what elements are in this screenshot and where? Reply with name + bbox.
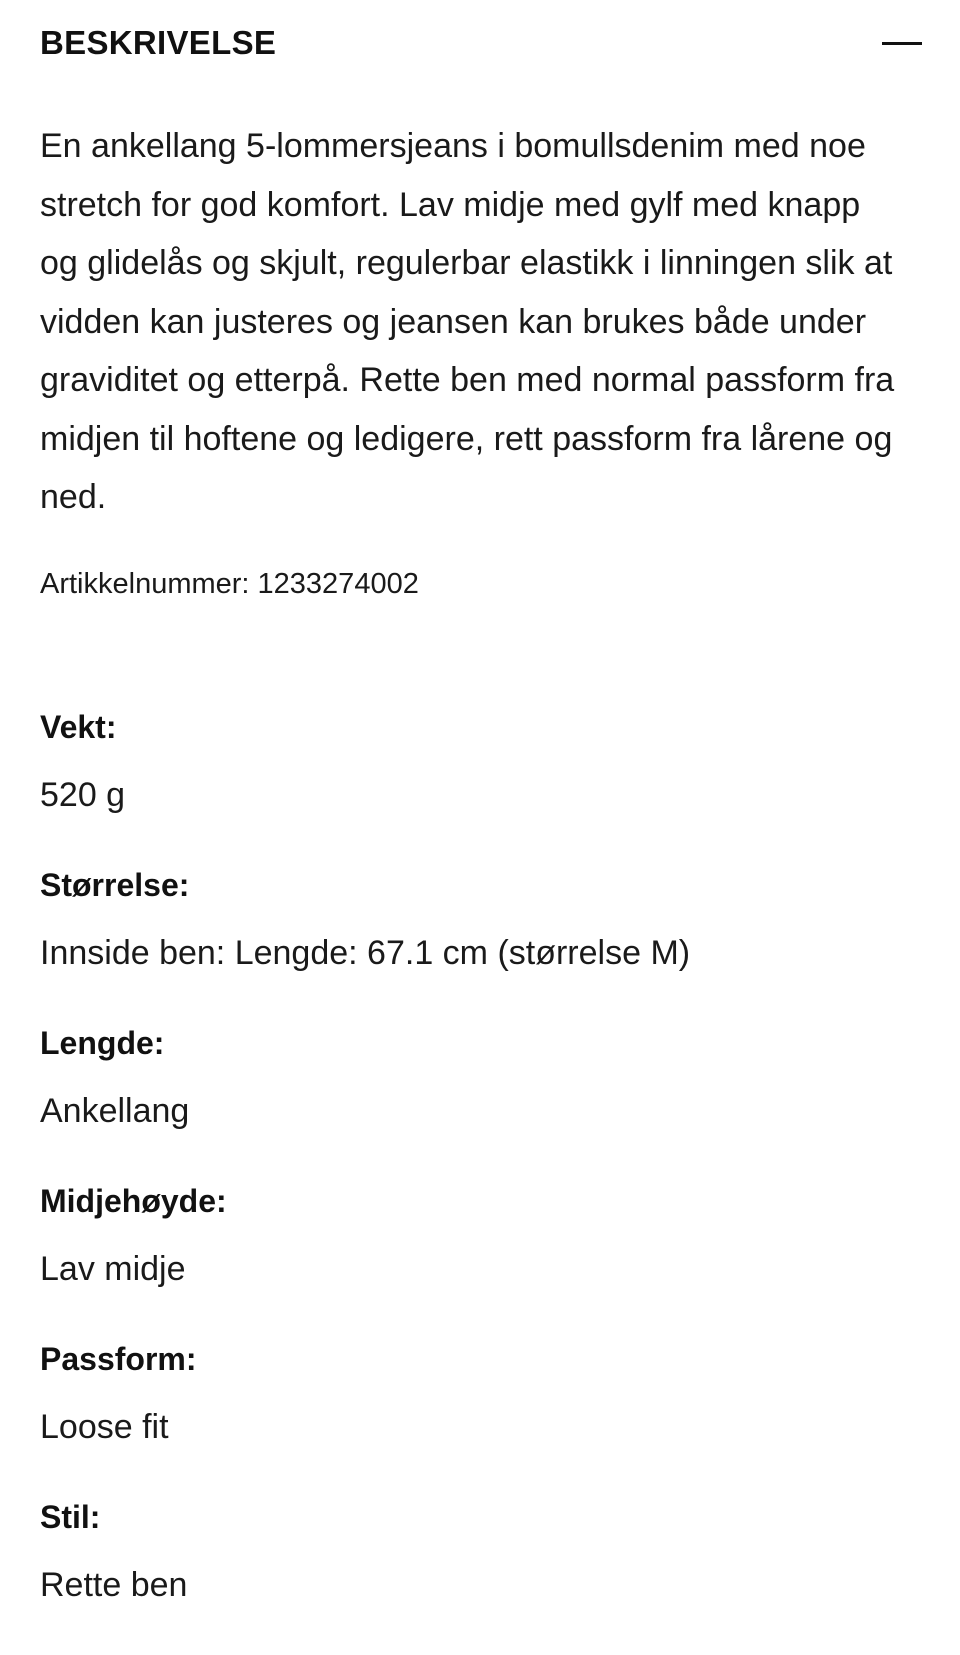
minus-icon-bar	[882, 42, 922, 45]
attribute-value: Loose fit	[40, 1408, 169, 1446]
attribute-value: Ankellang	[40, 1092, 190, 1130]
attribute-label: Passform:	[40, 1341, 197, 1377]
attribute-label: Vekt:	[40, 709, 117, 745]
attribute-style	[40, 1497, 900, 1655]
product-description: En ankellang 5-lommersjeans i bomullsdenim med noe stretch for god komfort. Lav midje med gylf med knapp og glidelås og skjult, regulerbar elastikk i linningen slik at vidden kan justeres og jeansen kan brukes både under graviditet og etterpå. Rette ben med normal passform fra midjen til hoftene og ledigere, rett passform fra lårene og ned.	[40, 127, 895, 516]
product-attributes	[40, 707, 900, 1655]
attribute-length	[40, 1023, 900, 1181]
attribute-waist-height	[40, 1181, 900, 1339]
attribute-label: Midjehøyde:	[40, 1183, 227, 1219]
attribute-value: Lav midje	[40, 1250, 186, 1288]
attribute-label: Stil:	[40, 1499, 101, 1535]
minus-icon[interactable]	[880, 28, 924, 58]
description-accordion-header[interactable]	[40, 0, 920, 86]
attribute-weight	[40, 707, 900, 865]
attribute-label: Lengde:	[40, 1025, 165, 1061]
accordion-title: BESKRIVELSE	[40, 24, 277, 61]
attribute-value: 520 g	[40, 776, 126, 814]
attribute-value: Rette ben	[40, 1566, 188, 1604]
attribute-size	[40, 865, 900, 1023]
article-number: Artikkelnummer: 1233274002	[40, 568, 419, 600]
attribute-value: Innside ben: Lengde: 67.1 cm (størrelse M)	[40, 934, 691, 972]
attribute-fit	[40, 1339, 900, 1497]
attribute-label: Størrelse:	[40, 867, 190, 903]
